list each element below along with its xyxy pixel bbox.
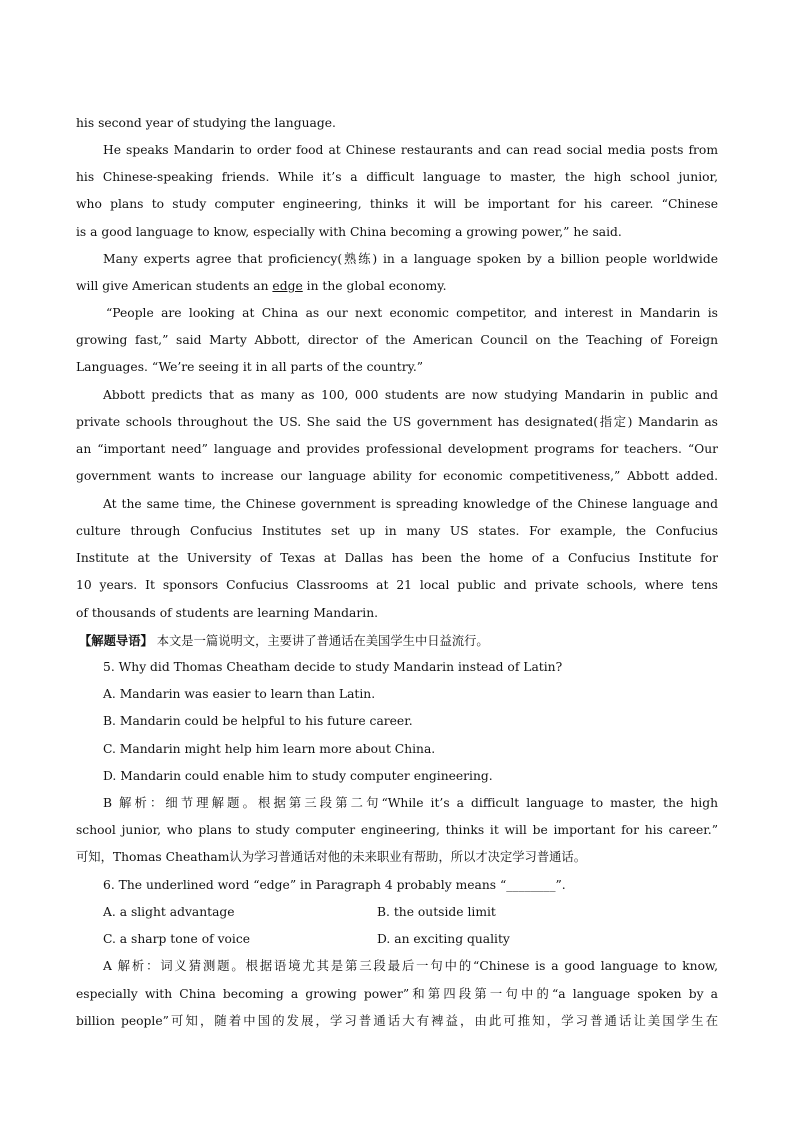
question-5-option-b: B. Mandarin could be helpful to his future career.	[103, 714, 413, 728]
passage-line: who plans to study computer engineering, thinks it will be important for his career. “Chinese	[76, 197, 718, 211]
underlined-word-edge: edge	[272, 279, 303, 293]
passage-line: private schools throughout the US. She said the US government has designated(指定) Mandarin as	[76, 415, 718, 429]
question-5-option-d: D. Mandarin could enable him to study computer engineering.	[103, 769, 493, 783]
passage-line: Institute at the University of Texas at Dallas has been the home of a Confucius Institute for	[76, 551, 718, 565]
passage-line: “People are looking at China as our next economic competitor, and interest in Mandarin is	[106, 306, 718, 320]
question-5-answer: school junior, who plans to study computer engineering, thinks it will be important for his career.”	[76, 823, 718, 837]
passage-line: of thousands of students are learning Mandarin.	[76, 606, 379, 620]
question-6-answer: A 解析：词义猜测题。根据语境尤其是第三段最后一句中的“Chinese is a good language to know,	[103, 959, 718, 973]
passage-line: his second year of studying the language.	[76, 116, 336, 130]
question-6-answer: billion people”可知，随着中国的发展，学习普通话大有裨益，由此可推知，学习普通话让美国学生在	[76, 1014, 718, 1028]
passage-line: Many experts agree that proficiency(熟练) in a language spoken by a billion people worldwide	[103, 252, 718, 266]
passage-line: He speaks Mandarin to order food at Chinese restaurants and can read social media posts from	[103, 143, 718, 157]
question-6-option-b: B. the outside limit	[377, 905, 496, 919]
question-6-option-d: D. an exciting quality	[377, 932, 510, 946]
question-6-option-a: A. a slight advantage	[103, 905, 235, 919]
guide-line	[79, 627, 721, 654]
passage-line: growing fast,” said Marty Abbott, director of the American Council on the Teaching of Foreign	[76, 333, 718, 347]
passage-line: his Chinese-speaking friends. While it’s a difficult language to master, the high school junior,	[76, 170, 718, 184]
passage-line: 10 years. It sponsors Confucius Classrooms at 21 local public and private schools, where tens	[76, 578, 718, 592]
passage-line: Languages. “We’re seeing it in all parts of the country.”	[76, 360, 424, 374]
guide-text: 本文是一篇说明文，主要讲了普通话在美国学生中日益流行。	[152, 634, 489, 648]
passage-line: an “important need” language and provides professional development programs for teachers. “Our	[76, 442, 718, 456]
passage-line	[76, 273, 718, 300]
question-6-answer: especially with China becoming a growing power”和第四段第一句中的“a language spoken by a	[76, 987, 718, 1001]
question-5-option-a: A. Mandarin was easier to learn than Latin.	[103, 687, 376, 701]
passage-line: culture through Confucius Institutes set up in many US states. For example, the Confucius	[76, 524, 718, 538]
question-6-stem: 6. The underlined word “edge” in Paragraph 4 probably means “________”.	[103, 878, 566, 892]
question-6-option-c: C. a sharp tone of voice	[103, 932, 251, 946]
passage-line: government wants to increase our language ability for economic competitiveness,” Abbott added.	[76, 469, 718, 483]
guide-tag: 【解题导语】	[79, 633, 153, 648]
question-5-option-c: C. Mandarin might help him learn more about China.	[103, 742, 436, 756]
question-5-answer: 可知，Thomas Cheatham认为学习普通话对他的未来职业有帮助，所以才决定学习普通话。	[76, 850, 587, 864]
question-5-answer: B 解析：细节理解题。根据第三段第二句“While it’s a difficult language to master, the high	[103, 796, 718, 810]
passage-text: will give American students an	[76, 279, 273, 293]
passage-line: At the same time, the Chinese government is spreading knowledge of the Chinese language and	[103, 497, 718, 511]
passage-line: is a good language to know, especially with China becoming a growing power,” he said.	[76, 225, 622, 239]
passage-text: in the global economy.	[302, 279, 447, 293]
passage-line: Abbott predicts that as many as 100, 000 students are now studying Mandarin in public and	[103, 388, 718, 402]
question-5-stem: 5. Why did Thomas Cheatham decide to study Mandarin instead of Latin?	[103, 660, 563, 674]
